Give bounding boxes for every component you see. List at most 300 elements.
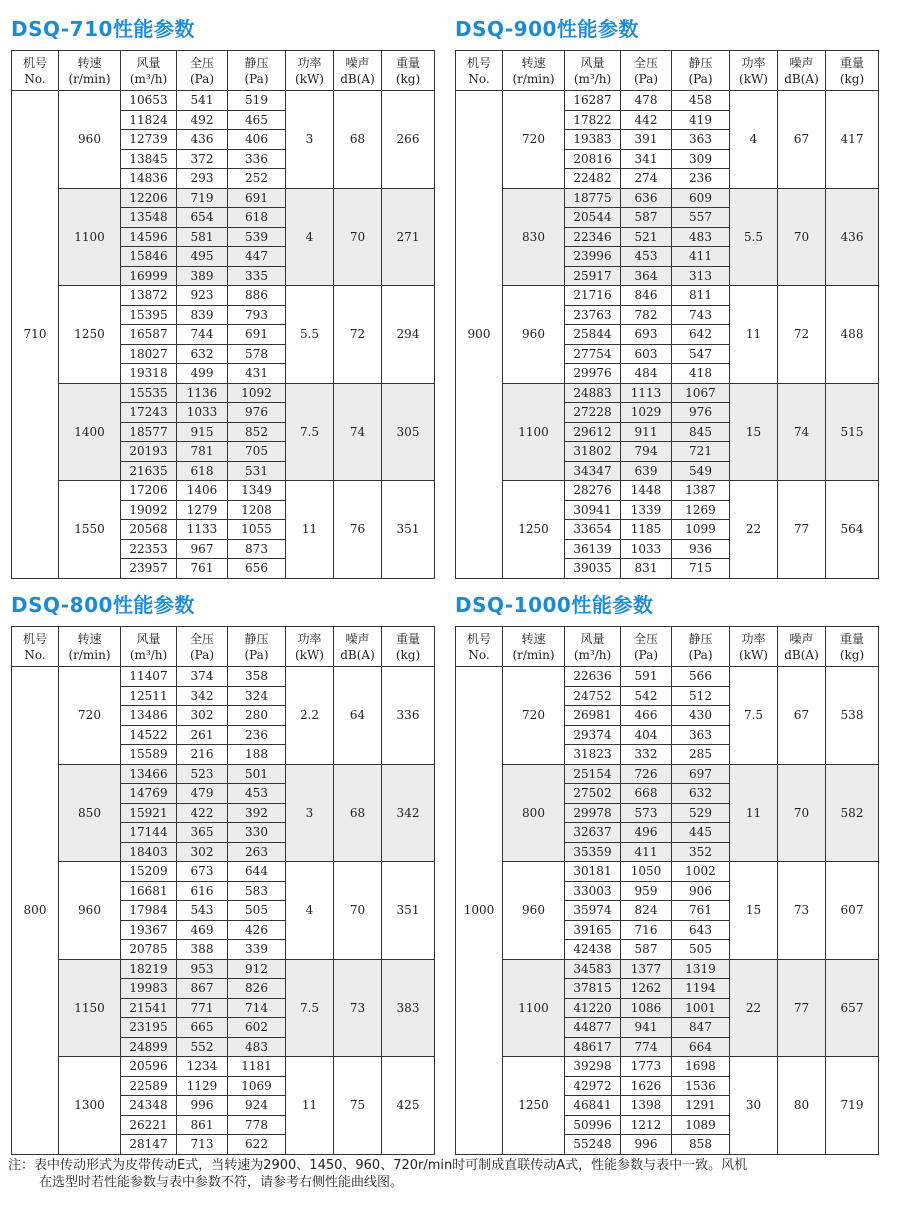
- static-pressure-cell: 1387: [672, 481, 730, 501]
- static-pressure-cell: 1069: [228, 1076, 286, 1096]
- total-pressure-cell: 495: [177, 247, 228, 267]
- static-pressure-cell: 566: [672, 667, 730, 687]
- total-pressure-cell: 1398: [621, 1096, 672, 1116]
- total-pressure-cell: 466: [621, 706, 672, 726]
- header-label: 重量: [839, 631, 864, 646]
- static-pressure-cell: 618: [228, 208, 286, 228]
- table-row: [456, 286, 879, 306]
- static-pressure-cell: 1089: [672, 1115, 730, 1135]
- column-header-weight: [826, 627, 879, 667]
- column-header-flow: [565, 627, 621, 667]
- flow-cell: 20544: [565, 208, 621, 228]
- noise-cell: 70: [334, 862, 382, 960]
- noise-cell: 67: [778, 667, 826, 765]
- static-pressure-cell: 285: [672, 745, 730, 765]
- power-cell: 7.5: [730, 667, 778, 765]
- column-header-power: [730, 51, 778, 91]
- table-row: [456, 91, 879, 111]
- flow-cell: 19983: [121, 979, 177, 999]
- header-label: 静压: [688, 55, 713, 70]
- total-pressure-cell: 484: [621, 364, 672, 384]
- flow-cell: 24899: [121, 1037, 177, 1057]
- total-pressure-cell: 771: [177, 998, 228, 1018]
- flow-cell: 19383: [565, 130, 621, 150]
- total-pressure-cell: 654: [177, 208, 228, 228]
- total-pressure-cell: 794: [621, 442, 672, 462]
- header-unit: (kg): [395, 71, 421, 86]
- header-label: 风量: [136, 631, 161, 646]
- weight-cell: 564: [826, 481, 879, 579]
- weight-cell: 582: [826, 764, 879, 862]
- header-label: 静压: [688, 631, 713, 646]
- header-unit: (r/min): [512, 71, 555, 86]
- speed-cell: 1250: [503, 1057, 565, 1155]
- power-cell: 15: [730, 862, 778, 960]
- total-pressure-cell: 603: [621, 344, 672, 364]
- static-pressure-cell: 1001: [672, 998, 730, 1018]
- static-pressure-cell: 547: [672, 344, 730, 364]
- flow-cell: 34347: [565, 461, 621, 481]
- flow-cell: 22589: [121, 1076, 177, 1096]
- table-row: [456, 667, 879, 687]
- power-cell: 22: [730, 959, 778, 1057]
- total-pressure-cell: 372: [177, 149, 228, 169]
- total-pressure-cell: 521: [621, 227, 672, 247]
- header-label: 机号: [22, 631, 47, 646]
- speed-cell: 1250: [59, 286, 121, 384]
- static-pressure-cell: 447: [228, 247, 286, 267]
- model-number-cell: 900: [456, 91, 503, 579]
- static-pressure-cell: 691: [228, 188, 286, 208]
- header-unit: (Pa): [633, 647, 659, 662]
- weight-cell: 425: [382, 1057, 435, 1155]
- total-pressure-cell: 1136: [177, 383, 228, 403]
- static-pressure-cell: 858: [672, 1135, 730, 1155]
- static-pressure-cell: 483: [228, 1037, 286, 1057]
- header-label: 噪声: [345, 55, 370, 70]
- power-cell: 11: [286, 481, 334, 579]
- header-label: 静压: [244, 631, 269, 646]
- header-label: 功率: [297, 631, 322, 646]
- flow-cell: 23763: [565, 305, 621, 325]
- static-pressure-cell: 339: [228, 940, 286, 960]
- footnote-line-2: 在选型时若性能参数与表中参数不符，请参考右侧性能曲线图。: [39, 1175, 404, 1190]
- flow-cell: 14836: [121, 169, 177, 189]
- footnote: [8, 1157, 903, 1191]
- noise-cell: 70: [778, 188, 826, 286]
- total-pressure-cell: 1086: [621, 998, 672, 1018]
- total-pressure-cell: 996: [621, 1135, 672, 1155]
- header-unit: (r/min): [512, 647, 555, 662]
- header-unit: (kW): [295, 647, 324, 662]
- column-header-no: [12, 51, 59, 91]
- static-pressure-cell: 330: [228, 823, 286, 843]
- flow-cell: 55248: [565, 1135, 621, 1155]
- header-row: [456, 627, 879, 667]
- total-pressure-cell: 693: [621, 325, 672, 345]
- static-pressure-cell: 1269: [672, 500, 730, 520]
- total-pressure-cell: 552: [177, 1037, 228, 1057]
- performance-table: [11, 626, 435, 1155]
- flow-cell: 12739: [121, 130, 177, 150]
- total-pressure-cell: 719: [177, 188, 228, 208]
- table-row: [12, 862, 435, 882]
- flow-cell: 17984: [121, 901, 177, 921]
- weight-cell: 383: [382, 959, 435, 1057]
- flow-cell: 24883: [565, 383, 621, 403]
- column-header-power: [286, 627, 334, 667]
- header-unit: (m³/h): [129, 71, 168, 86]
- flow-cell: 31823: [565, 745, 621, 765]
- flow-cell: 27502: [565, 784, 621, 804]
- header-label: 重量: [839, 55, 864, 70]
- total-pressure-cell: 831: [621, 559, 672, 579]
- speed-cell: 830: [503, 188, 565, 286]
- static-pressure-cell: 483: [672, 227, 730, 247]
- total-pressure-cell: 668: [621, 784, 672, 804]
- table-row: [12, 383, 435, 403]
- static-pressure-cell: 778: [228, 1115, 286, 1135]
- speed-cell: 720: [503, 667, 565, 765]
- column-header-static: [672, 627, 730, 667]
- total-pressure-cell: 342: [177, 686, 228, 706]
- flow-cell: 22482: [565, 169, 621, 189]
- power-cell: 3: [286, 91, 334, 189]
- header-unit: (Pa): [633, 71, 659, 86]
- total-pressure-cell: 469: [177, 920, 228, 940]
- flow-cell: 10653: [121, 91, 177, 111]
- column-header-no: [456, 627, 503, 667]
- weight-cell: 266: [382, 91, 435, 189]
- flow-cell: 13845: [121, 149, 177, 169]
- static-pressure-cell: 1208: [228, 500, 286, 520]
- header-label: 风量: [136, 55, 161, 70]
- performance-table: [455, 626, 879, 1155]
- flow-cell: 12511: [121, 686, 177, 706]
- static-pressure-cell: 363: [672, 130, 730, 150]
- speed-cell: 960: [503, 862, 565, 960]
- flow-cell: 15209: [121, 862, 177, 882]
- total-pressure-cell: 1129: [177, 1076, 228, 1096]
- flow-cell: 27754: [565, 344, 621, 364]
- header-label: 噪声: [345, 631, 370, 646]
- static-pressure-cell: 458: [672, 91, 730, 111]
- total-pressure-cell: 782: [621, 305, 672, 325]
- total-pressure-cell: 824: [621, 901, 672, 921]
- static-pressure-cell: 936: [672, 539, 730, 559]
- weight-cell: 657: [826, 959, 879, 1057]
- total-pressure-cell: 274: [621, 169, 672, 189]
- performance-table: [11, 50, 435, 579]
- total-pressure-cell: 915: [177, 422, 228, 442]
- static-pressure-cell: 826: [228, 979, 286, 999]
- weight-cell: 342: [382, 764, 435, 862]
- total-pressure-cell: 442: [621, 110, 672, 130]
- static-pressure-cell: 656: [228, 559, 286, 579]
- flow-cell: 18027: [121, 344, 177, 364]
- static-pressure-cell: 512: [672, 686, 730, 706]
- power-cell: 2.2: [286, 667, 334, 765]
- header-label: 全压: [189, 631, 214, 646]
- static-pressure-cell: 811: [672, 286, 730, 306]
- flow-cell: 32637: [565, 823, 621, 843]
- table-row: [12, 1057, 435, 1077]
- flow-cell: 37815: [565, 979, 621, 999]
- static-pressure-cell: 906: [672, 881, 730, 901]
- column-header-speed: [503, 627, 565, 667]
- flow-cell: 17243: [121, 403, 177, 423]
- total-pressure-cell: 1212: [621, 1115, 672, 1135]
- flow-cell: 31802: [565, 442, 621, 462]
- header-unit: No.: [24, 647, 46, 662]
- weight-cell: 417: [826, 91, 879, 189]
- static-pressure-cell: 280: [228, 706, 286, 726]
- static-pressure-cell: 263: [228, 842, 286, 862]
- speed-cell: 1550: [59, 481, 121, 579]
- flow-cell: 11407: [121, 667, 177, 687]
- table-row: [12, 959, 435, 979]
- static-pressure-cell: 602: [228, 1018, 286, 1038]
- column-header-weight: [382, 627, 435, 667]
- flow-cell: 29374: [565, 725, 621, 745]
- static-pressure-cell: 430: [672, 706, 730, 726]
- flow-cell: 20596: [121, 1057, 177, 1077]
- noise-cell: 70: [334, 188, 382, 286]
- header-label: 转速: [77, 55, 102, 70]
- total-pressure-cell: 1773: [621, 1057, 672, 1077]
- static-pressure-cell: 557: [672, 208, 730, 228]
- static-pressure-cell: 236: [672, 169, 730, 189]
- total-pressure-cell: 1406: [177, 481, 228, 501]
- static-pressure-cell: 1002: [672, 862, 730, 882]
- flow-cell: 39298: [565, 1057, 621, 1077]
- table-row: [456, 862, 879, 882]
- flow-cell: 29612: [565, 422, 621, 442]
- flow-cell: 19367: [121, 920, 177, 940]
- header-unit: (Pa): [688, 71, 713, 86]
- flow-cell: 18577: [121, 422, 177, 442]
- noise-cell: 70: [778, 764, 826, 862]
- noise-cell: 74: [334, 383, 382, 481]
- static-pressure-cell: 761: [672, 901, 730, 921]
- table-title: DSQ-800性能参数: [11, 593, 195, 617]
- total-pressure-cell: 388: [177, 940, 228, 960]
- weight-cell: 294: [382, 286, 435, 384]
- flow-cell: 23996: [565, 247, 621, 267]
- static-pressure-cell: 549: [672, 461, 730, 481]
- header-label: 噪声: [789, 631, 814, 646]
- static-pressure-cell: 411: [672, 247, 730, 267]
- static-pressure-cell: 873: [228, 539, 286, 559]
- total-pressure-cell: 636: [621, 188, 672, 208]
- flow-cell: 23195: [121, 1018, 177, 1038]
- total-pressure-cell: 1377: [621, 959, 672, 979]
- flow-cell: 33003: [565, 881, 621, 901]
- column-header-weight: [382, 51, 435, 91]
- header-unit: (kg): [839, 647, 865, 662]
- table-row: [456, 188, 879, 208]
- speed-cell: 960: [59, 91, 121, 189]
- static-pressure-cell: 453: [228, 784, 286, 804]
- total-pressure-cell: 391: [621, 130, 672, 150]
- flow-cell: 35974: [565, 901, 621, 921]
- total-pressure-cell: 1033: [621, 539, 672, 559]
- flow-cell: 15921: [121, 803, 177, 823]
- flow-cell: 26981: [565, 706, 621, 726]
- total-pressure-cell: 1262: [621, 979, 672, 999]
- power-cell: 15: [730, 383, 778, 481]
- flow-cell: 28147: [121, 1135, 177, 1155]
- column-header-static: [228, 51, 286, 91]
- table-title: DSQ-1000性能参数: [455, 593, 654, 617]
- static-pressure-cell: 519: [228, 91, 286, 111]
- power-cell: 4: [286, 188, 334, 286]
- total-pressure-cell: 761: [177, 559, 228, 579]
- total-pressure-cell: 726: [621, 764, 672, 784]
- static-pressure-cell: 845: [672, 422, 730, 442]
- static-pressure-cell: 644: [228, 862, 286, 882]
- static-pressure-cell: 976: [672, 403, 730, 423]
- static-pressure-cell: 505: [672, 940, 730, 960]
- table-row: [12, 764, 435, 784]
- flow-cell: 11824: [121, 110, 177, 130]
- header-unit: (kW): [739, 71, 768, 86]
- header-label: 静压: [244, 55, 269, 70]
- static-pressure-cell: 715: [672, 559, 730, 579]
- total-pressure-cell: 587: [621, 940, 672, 960]
- noise-cell: 75: [334, 1057, 382, 1155]
- table-row: [12, 667, 435, 687]
- flow-cell: 21635: [121, 461, 177, 481]
- weight-cell: 351: [382, 862, 435, 960]
- flow-cell: 48617: [565, 1037, 621, 1057]
- static-pressure-cell: 531: [228, 461, 286, 481]
- total-pressure-cell: 911: [621, 422, 672, 442]
- flow-cell: 16999: [121, 266, 177, 286]
- static-pressure-cell: 336: [228, 149, 286, 169]
- header-unit: (kW): [739, 647, 768, 662]
- column-header-noise: [334, 627, 382, 667]
- footnote-line-1: 注：表中传动形式为皮带传动E式，当转速为2900、1450、960、720r/min时可制成直联传动A式，性能参数与表中一致。风机: [8, 1158, 748, 1173]
- header-label: 转速: [521, 631, 546, 646]
- speed-cell: 1300: [59, 1057, 121, 1155]
- static-pressure-cell: 691: [228, 325, 286, 345]
- weight-cell: 351: [382, 481, 435, 579]
- total-pressure-cell: 1339: [621, 500, 672, 520]
- total-pressure-cell: 581: [177, 227, 228, 247]
- header-unit: (m³/h): [573, 71, 612, 86]
- flow-cell: 30181: [565, 862, 621, 882]
- static-pressure-cell: 743: [672, 305, 730, 325]
- weight-cell: 719: [826, 1057, 879, 1155]
- static-pressure-cell: 418: [672, 364, 730, 384]
- flow-cell: 19092: [121, 500, 177, 520]
- flow-cell: 16287: [565, 91, 621, 111]
- total-pressure-cell: 261: [177, 725, 228, 745]
- static-pressure-cell: 664: [672, 1037, 730, 1057]
- total-pressure-cell: 374: [177, 667, 228, 687]
- flow-cell: 34583: [565, 959, 621, 979]
- table-row: [456, 1057, 879, 1077]
- header-row: [12, 627, 435, 667]
- power-cell: 11: [730, 286, 778, 384]
- header-unit: (Pa): [688, 647, 713, 662]
- total-pressure-cell: 542: [621, 686, 672, 706]
- speed-cell: 720: [59, 667, 121, 765]
- header-unit: (kW): [295, 71, 324, 86]
- flow-cell: 14596: [121, 227, 177, 247]
- total-pressure-cell: 479: [177, 784, 228, 804]
- static-pressure-cell: 419: [672, 110, 730, 130]
- header-label: 机号: [466, 631, 491, 646]
- total-pressure-cell: 364: [621, 266, 672, 286]
- header-label: 全压: [633, 631, 658, 646]
- header-label: 风量: [580, 631, 605, 646]
- header-unit: (Pa): [244, 647, 269, 662]
- total-pressure-cell: 591: [621, 667, 672, 687]
- total-pressure-cell: 573: [621, 803, 672, 823]
- total-pressure-cell: 774: [621, 1037, 672, 1057]
- power-cell: 5.5: [730, 188, 778, 286]
- total-pressure-cell: 713: [177, 1135, 228, 1155]
- total-pressure-cell: 1033: [177, 403, 228, 423]
- power-cell: 7.5: [286, 959, 334, 1057]
- column-header-power: [730, 627, 778, 667]
- total-pressure-cell: 716: [621, 920, 672, 940]
- flow-cell: 42972: [565, 1076, 621, 1096]
- total-pressure-cell: 861: [177, 1115, 228, 1135]
- column-header-flow: [565, 51, 621, 91]
- total-pressure-cell: 436: [177, 130, 228, 150]
- flow-cell: 36139: [565, 539, 621, 559]
- total-pressure-cell: 499: [177, 364, 228, 384]
- static-pressure-cell: 352: [672, 842, 730, 862]
- header-row: [12, 51, 435, 91]
- speed-cell: 1250: [503, 481, 565, 579]
- flow-cell: 42438: [565, 940, 621, 960]
- total-pressure-cell: 781: [177, 442, 228, 462]
- noise-cell: 64: [334, 667, 382, 765]
- speed-cell: 1100: [503, 383, 565, 481]
- flow-cell: 14522: [121, 725, 177, 745]
- header-unit: No.: [24, 71, 46, 86]
- column-header-power: [286, 51, 334, 91]
- flow-cell: 17822: [565, 110, 621, 130]
- flow-cell: 15395: [121, 305, 177, 325]
- speed-cell: 720: [503, 91, 565, 189]
- total-pressure-cell: 302: [177, 842, 228, 862]
- table-row: [12, 91, 435, 111]
- total-pressure-cell: 453: [621, 247, 672, 267]
- total-pressure-cell: 422: [177, 803, 228, 823]
- noise-cell: 72: [334, 286, 382, 384]
- table-block-dsq-800: [11, 590, 435, 1155]
- header-unit: (Pa): [189, 647, 215, 662]
- table-block-dsq-710: [11, 14, 435, 579]
- total-pressure-cell: 673: [177, 862, 228, 882]
- static-pressure-cell: 505: [228, 901, 286, 921]
- total-pressure-cell: 923: [177, 286, 228, 306]
- column-header-static: [228, 627, 286, 667]
- static-pressure-cell: 697: [672, 764, 730, 784]
- power-cell: 4: [730, 91, 778, 189]
- static-pressure-cell: 324: [228, 686, 286, 706]
- static-pressure-cell: 1194: [672, 979, 730, 999]
- noise-cell: 76: [334, 481, 382, 579]
- total-pressure-cell: 404: [621, 725, 672, 745]
- power-cell: 11: [730, 764, 778, 862]
- flow-cell: 17206: [121, 481, 177, 501]
